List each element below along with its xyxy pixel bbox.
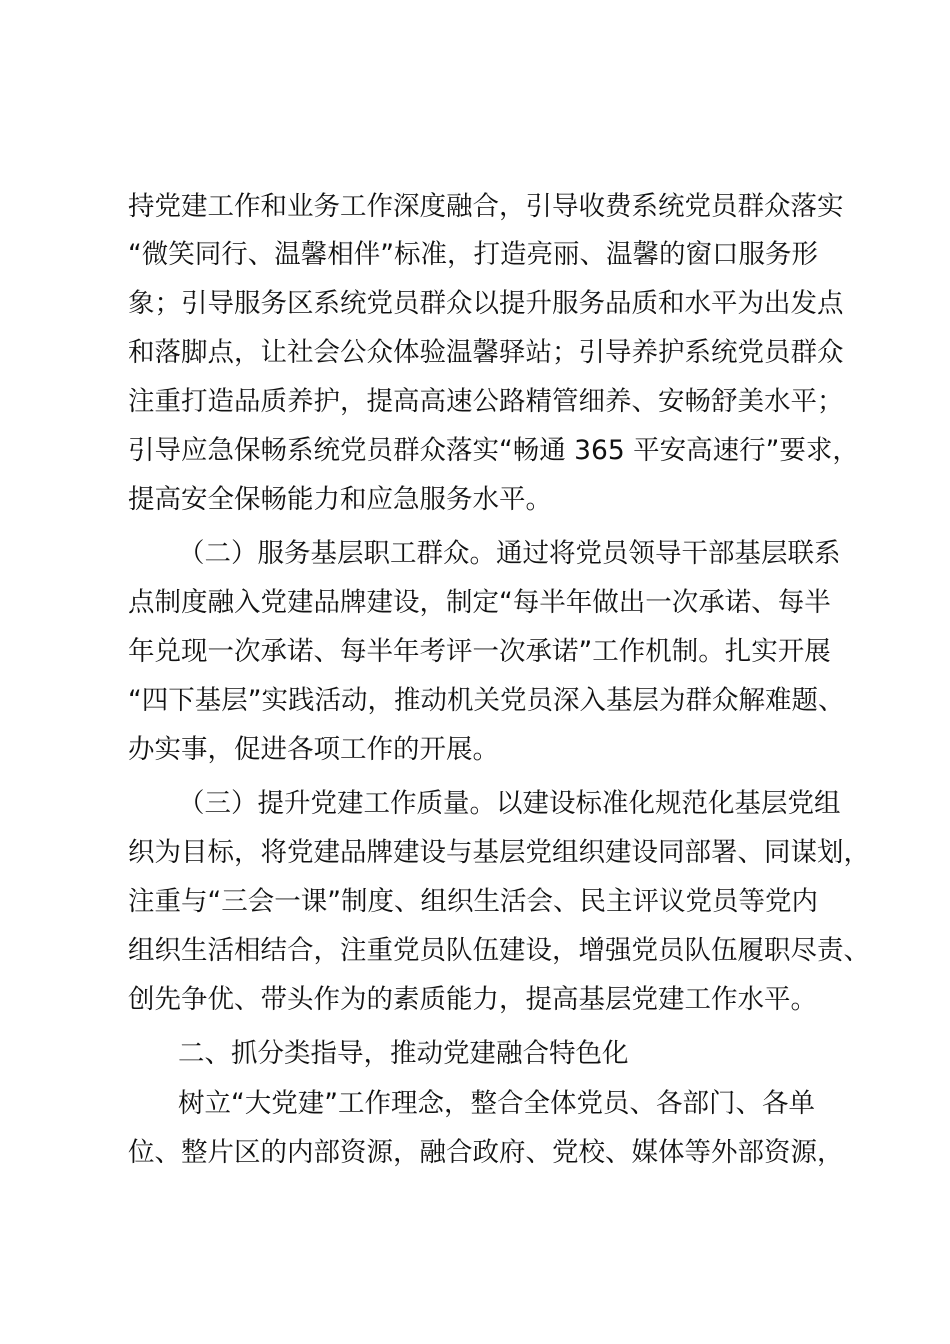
body-text-line: 注重与“三会一课”制度、组织生活会、民主评议党员等党内 <box>128 886 818 917</box>
body-text-line: 和落脚点，让社会公众体验温馨驿站；引导养护系统党员群众 <box>128 337 844 368</box>
body-text-line: 点制度融入党建品牌建设，制定“每半年做出一次承诺、每半 <box>128 587 831 618</box>
section-heading-3: （三）提升党建工作质量。以建设标准化规范化基层党组 <box>178 788 841 819</box>
body-text-line: 象；引导服务区系统党员群众以提升服务品质和水平为出发点 <box>128 288 844 319</box>
body-text-line: 年兑现一次承诺、每半年考评一次承诺”工作机制。扎实开展 <box>128 636 831 667</box>
body-text-line: 办实事，促进各项工作的开展。 <box>128 734 499 765</box>
body-text-line: “四下基层”实践活动，推动机关党员深入基层为群众解难题、 <box>128 685 845 716</box>
body-text-line: “微笑同行、温馨相伴”标准，打造亮丽、温馨的窗口服务形 <box>128 239 818 270</box>
body-text-line: 织为目标，将党建品牌建设与基层党组织建设同部署、同谋划， <box>128 837 870 868</box>
section-heading-2: （二）服务基层职工群众。通过将党员领导干部基层联系 <box>178 538 841 569</box>
body-text-line: 位、整片区的内部资源，融合政府、党校、媒体等外部资源， <box>128 1137 844 1168</box>
body-text-line: 持党建工作和业务工作深度融合，引导收费系统党员群众落实 <box>128 191 844 222</box>
body-text-line: 组织生活相结合，注重党员队伍建设，增强党员队伍履职尽责、 <box>128 935 870 966</box>
body-text-line: 提高安全保畅能力和应急服务水平。 <box>128 484 552 515</box>
body-text-line: 注重打造品质养护，提高高速公路精管细养、安畅舒美水平； <box>128 386 844 417</box>
body-text-line: 创先争优、带头作为的素质能力，提高基层党建工作水平。 <box>128 984 817 1015</box>
body-text-line: 引导应急保畅系统党员群众落实“畅通 365 平安高速行”要求， <box>128 435 859 466</box>
body-text-line: 树立“大党建”工作理念，整合全体党员、各部门、各单 <box>178 1088 815 1119</box>
chapter-heading: 二、抓分类指导，推动党建融合特色化 <box>178 1038 629 1069</box>
